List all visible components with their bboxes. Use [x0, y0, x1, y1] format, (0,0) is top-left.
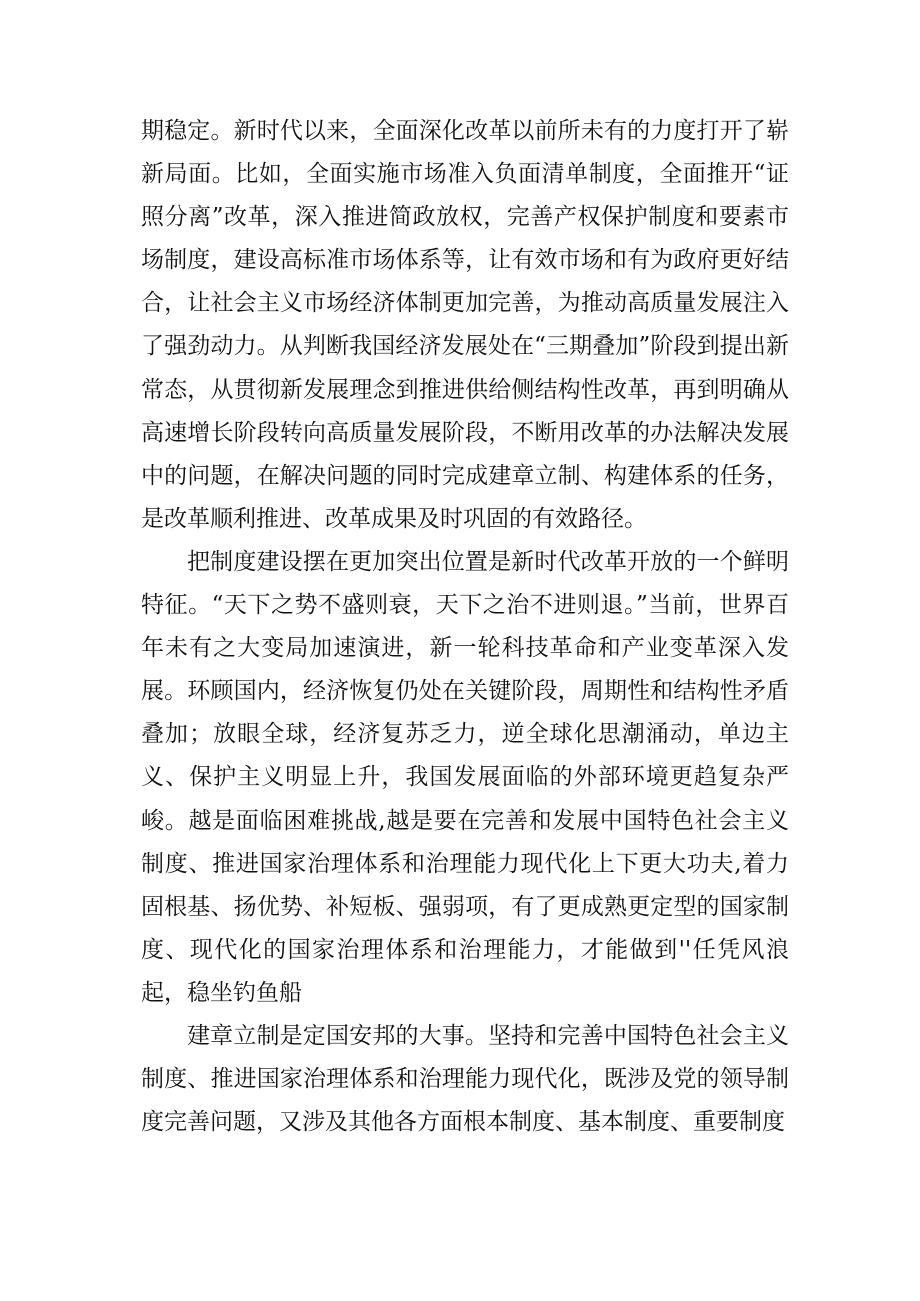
paragraph-reform-achievements: 期稳定。新时代以来，全面深化改革以前所未有的力度打开了崭新局面。比如，全面实施市场准入负面清单制度，全面推开“证照分离”改革，深入推进简政放权，完善产权保护制度和要素市场制度，建设高标准市场体系等，让有效市场和有为政府更好结合，让社会主义市场经济体制更加完善，为推动高质量发展注入了强劲动力。从判断我国经济发展处在“三期叠加”阶段到提出新常态，从贯彻新发展理念到推进供给侧结构性改革，再到明确从高速增长阶段转向高质量发展阶段，不断用改革的办法解决发展中的问题，在解决问题的同时完成建章立制、构建体系的任务，是改革顺利推进、改革成果及时巩固的有效路径。: [141, 118, 789, 532]
document-page: [141, 110, 789, 1144]
paragraph-institution-building: 把制度建设摆在更加突出位置是新时代改革开放的一个鲜明特征。“天下之势不盛则衰，天下之治不进则退。”当前，世界百年未有之大变局加速演进，新一轮科技革命和产业变革深入发展。环顾国内，经济恢复仍处在关键阶段，周期性和结构性矛盾叠加；放眼全球，经济复苏乏力，逆全球化思潮涌动，单边主义、保护主义明显上升，我国发展面临的外部环境更趋复杂严峻。越是面临困难挑战,越是要在完善和发展中国特色社会主义制度、推进国家治理体系和治理能力现代化上下更大功夫,着力固根基、扬优势、补短板、强弱项，有了更成熟更定型的国家制度、现代化的国家治理体系和治理能力，才能做到''任凭风浪起，稳坐钓鱼船: [141, 548, 789, 1006]
paragraph-establishing-rules: 建章立制是定国安邦的大事。坚持和完善中国特色社会主义制度、推进国家治理体系和治理能力现代化，既涉及党的领导制度完善问题，又涉及其他各方面根本制度、基本制度、重要制度: [141, 1022, 789, 1136]
